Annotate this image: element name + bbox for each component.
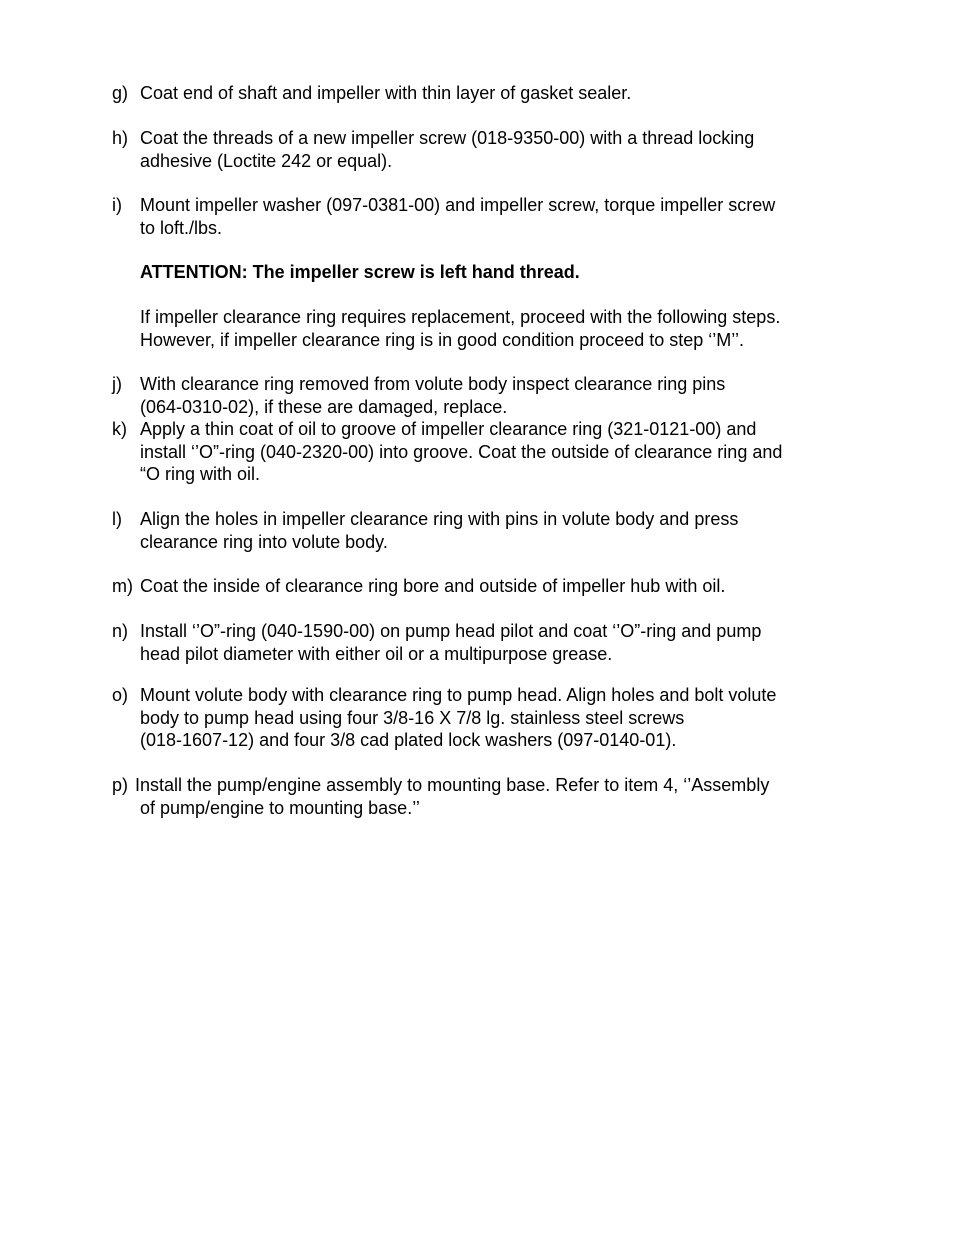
step-text: Align the holes in impeller clearance ring with pins in volute body and press [140,509,739,529]
step-text: Coat end of shaft and impeller with thin layer of gasket sealer. [140,83,632,103]
step-marker: j) [112,374,122,394]
step-text: adhesive (Loctite 242 or equal). [140,150,393,171]
step-l [112,508,852,553]
step-text: Mount volute body with clearance ring to pump head. Align holes and bolt volute [140,685,777,705]
step-o [112,684,852,752]
step-marker: m) [112,576,133,596]
step-j [112,373,852,418]
step-marker: o) [112,685,129,705]
step-text: (018-1607-12) and four 3/8 cad plated lock washers (097-0140-01). [140,730,677,751]
step-text: head pilot diameter with either oil or a multipurpose grease. [140,643,613,664]
step-text: With clearance ring removed from volute body inspect clearance ring pins [140,374,726,394]
step-text: “O ring with oil. [140,464,261,485]
step-text: Apply a thin coat of oil to groove of impeller clearance ring (321-0121-00) and [140,419,757,439]
note-text: However, if impeller clearance ring is in good condition proceed to step ‘’M’’. [140,329,744,350]
step-text: Install the pump/engine assembly to mounting base. Refer to item 4, ‘’Assembly [135,775,770,795]
step-text: body to pump head using four 3/8-16 X 7/8 lg. stainless steel screws [140,707,685,728]
step-text: Install ‘’O”-ring (040-1590-00) on pump head pilot and coat ‘’O”-ring and pump [140,621,762,641]
step-text: to loft./lbs. [140,217,223,238]
replacement-note [112,306,852,351]
step-marker: h) [112,128,129,148]
step-marker: n) [112,621,129,641]
step-p [112,774,852,819]
step-text: of pump/engine to mounting base.’’ [140,797,420,818]
attention-note [112,261,852,284]
step-marker: k) [112,419,127,439]
step-text: install ‘’O”-ring (040-2320-00) into groove. Coat the outside of clearance ring and [140,441,783,462]
step-marker: g) [112,83,129,103]
step-marker: p) [112,775,129,795]
step-text: Coat the inside of clearance ring bore and outside of impeller hub with oil. [140,576,726,596]
step-m [112,575,852,598]
attention-text: ATTENTION: The impeller screw is left hand thread. [140,262,580,282]
step-g [112,82,852,105]
step-n [112,620,852,665]
note-text: If impeller clearance ring requires replacement, proceed with the following steps. [140,307,781,327]
step-text: Mount impeller washer (097-0381-00) and impeller screw, torque impeller screw [140,195,776,215]
step-text: (064-0310-02), if these are damaged, replace. [140,396,508,417]
step-text: Coat the threads of a new impeller screw (018-9350-00) with a thread locking [140,128,755,148]
step-text: clearance ring into volute body. [140,531,388,552]
step-k [112,418,852,486]
step-marker: i) [112,195,122,215]
step-h [112,127,852,172]
step-marker: l) [112,509,122,529]
step-i [112,194,852,239]
